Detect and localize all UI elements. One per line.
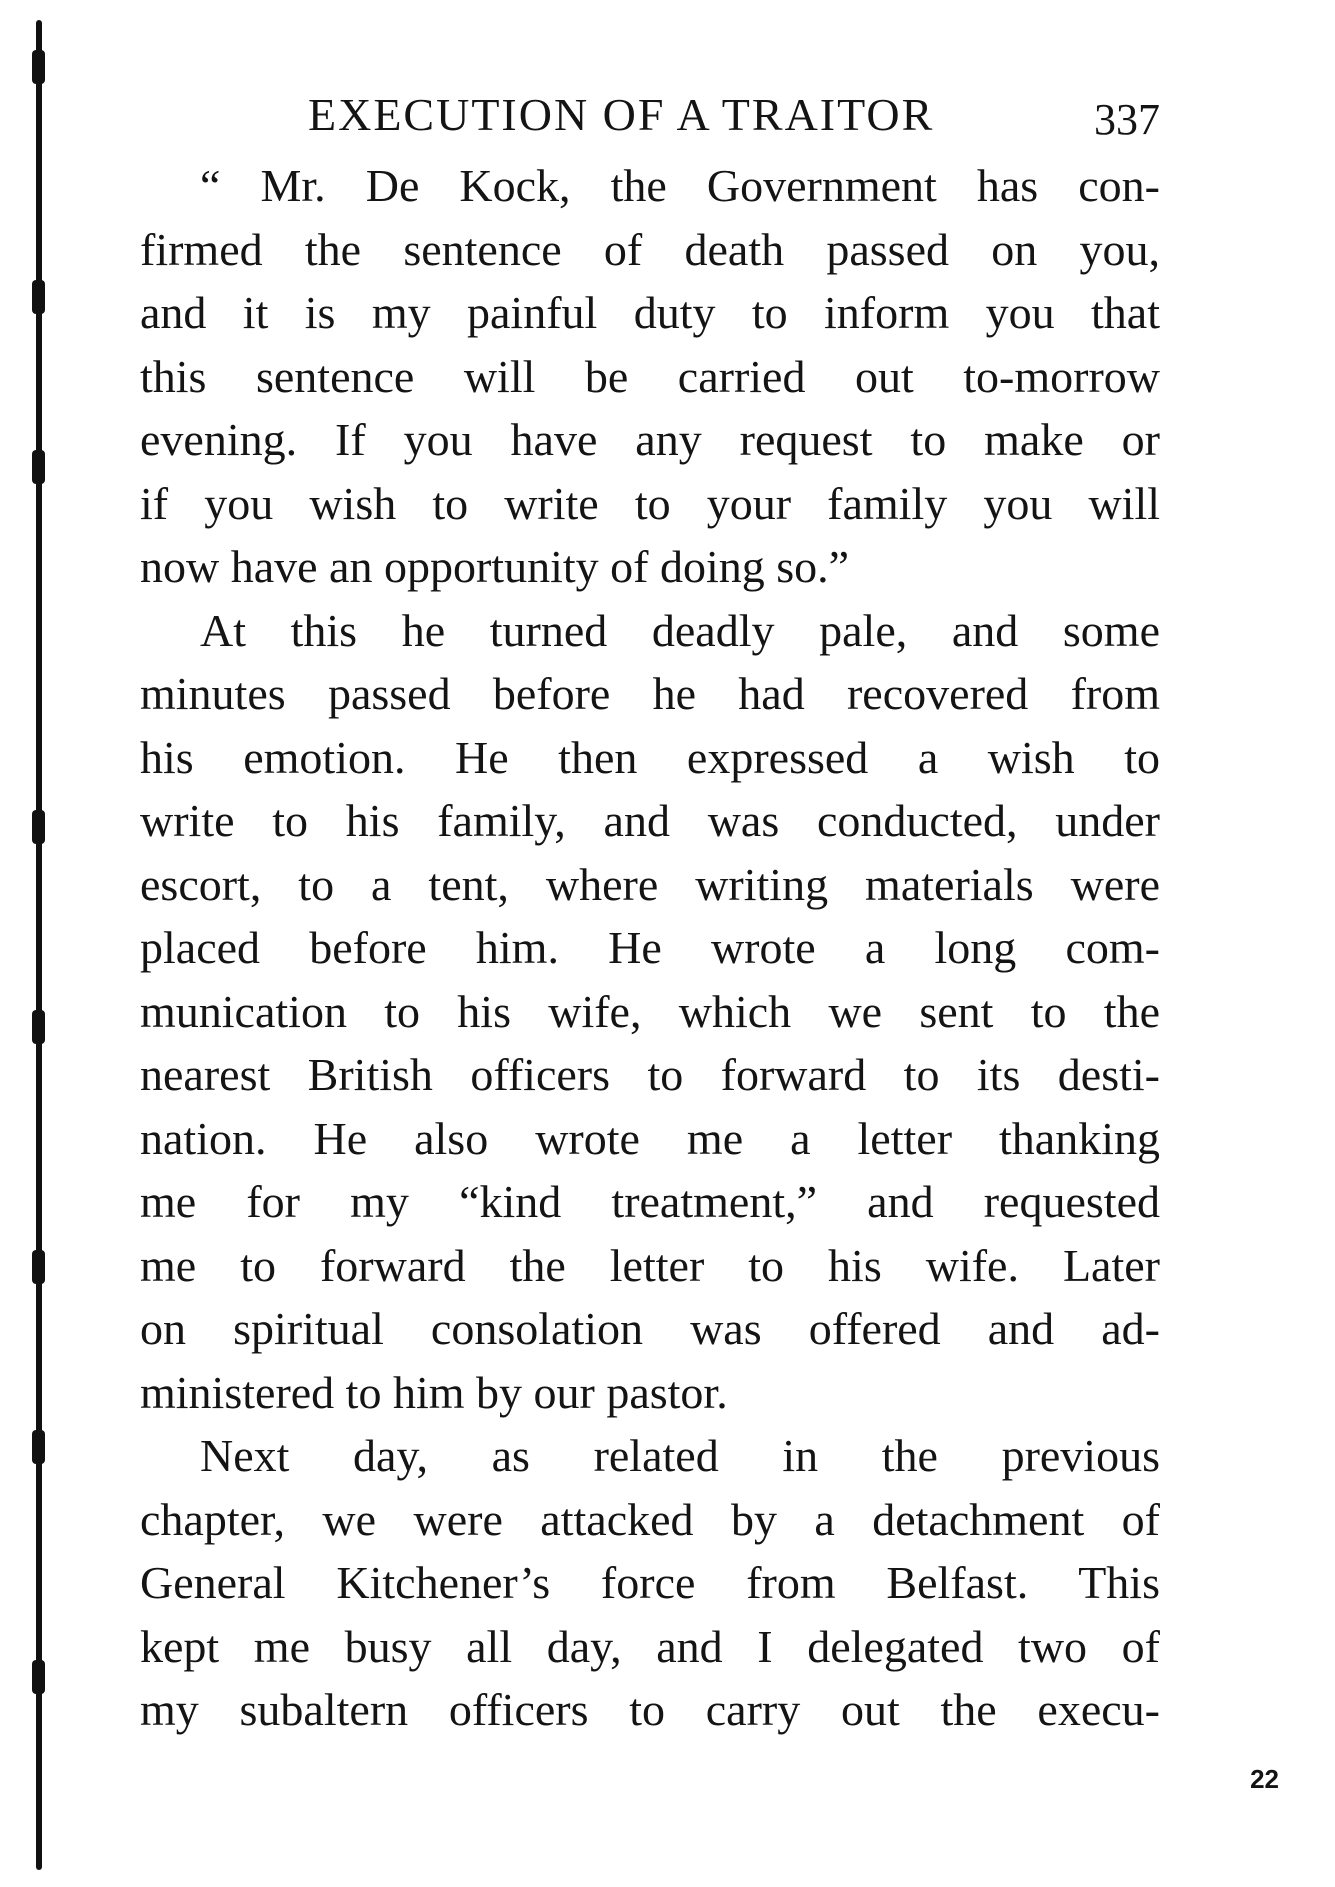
text-line: and it is my painful duty to inform you that [140, 287, 1160, 338]
text-line: firmed the sentence of death passed on you, [140, 223, 1160, 275]
binding-mark [32, 50, 45, 84]
signature-mark: 22 [1250, 1764, 1279, 1794]
page-number: 337 [1094, 95, 1160, 144]
running-title: EXECUTION OF A TRAITOR [308, 89, 935, 140]
book-page [140, 88, 1160, 1742]
text-line: escort, to a tent, where writing materials were [140, 858, 1160, 910]
binding-mark [32, 1660, 45, 1694]
text-line: his emotion. He then expressed a wish to [140, 731, 1160, 783]
text-line: Next day, as related in the previous [200, 1430, 1160, 1481]
text-line: ministered to him by our pastor. [140, 1366, 728, 1418]
running-head [140, 88, 1160, 154]
text-line: write to his family, and was conducted, under [140, 795, 1160, 846]
paragraph-2 [140, 599, 1160, 1425]
text-line: me for my “kind treatment,” and requested [140, 1176, 1160, 1227]
binding-mark [32, 1430, 45, 1464]
text-line: minutes passed before he had recovered from [140, 668, 1160, 719]
text-line: if you wish to write to your family you will [140, 477, 1160, 529]
text-line: evening. If you have any request to make or [140, 414, 1160, 465]
text-line: chapter, we were attacked by a detachment of [140, 1493, 1160, 1545]
binding-mark [32, 1010, 45, 1044]
binding-mark [32, 280, 45, 314]
binding-mark [32, 450, 45, 484]
text-line: “ Mr. De Kock, the Government has con- [200, 160, 1160, 211]
text-line: At this he turned deadly pale, and some [200, 604, 1160, 656]
text-line: now have an opportunity of doing so.” [140, 541, 850, 592]
text-line: on spiritual consolation was offered and ad- [140, 1303, 1160, 1354]
text-line: my subaltern officers to carry out the execu- [140, 1684, 1160, 1735]
text-line: nation. He also wrote me a letter thanking [140, 1112, 1160, 1164]
binding-edge [36, 20, 42, 1870]
text-line: placed before him. He wrote a long com- [140, 922, 1160, 973]
text-line: kept me busy all day, and I delegated two of [140, 1620, 1160, 1672]
paragraph-1 [140, 154, 1160, 599]
text-line: me to forward the letter to his wife. Later [140, 1239, 1160, 1291]
text-line: this sentence will be carried out to-morrow [140, 350, 1160, 402]
binding-mark [32, 810, 45, 844]
text-line: munication to his wife, which we sent to the [140, 985, 1160, 1037]
text-line: nearest British officers to forward to its desti- [140, 1049, 1160, 1100]
binding-mark [32, 1250, 45, 1284]
text-line: General Kitchener’s force from Belfast. This [140, 1557, 1160, 1608]
paragraph-3 [140, 1424, 1160, 1742]
